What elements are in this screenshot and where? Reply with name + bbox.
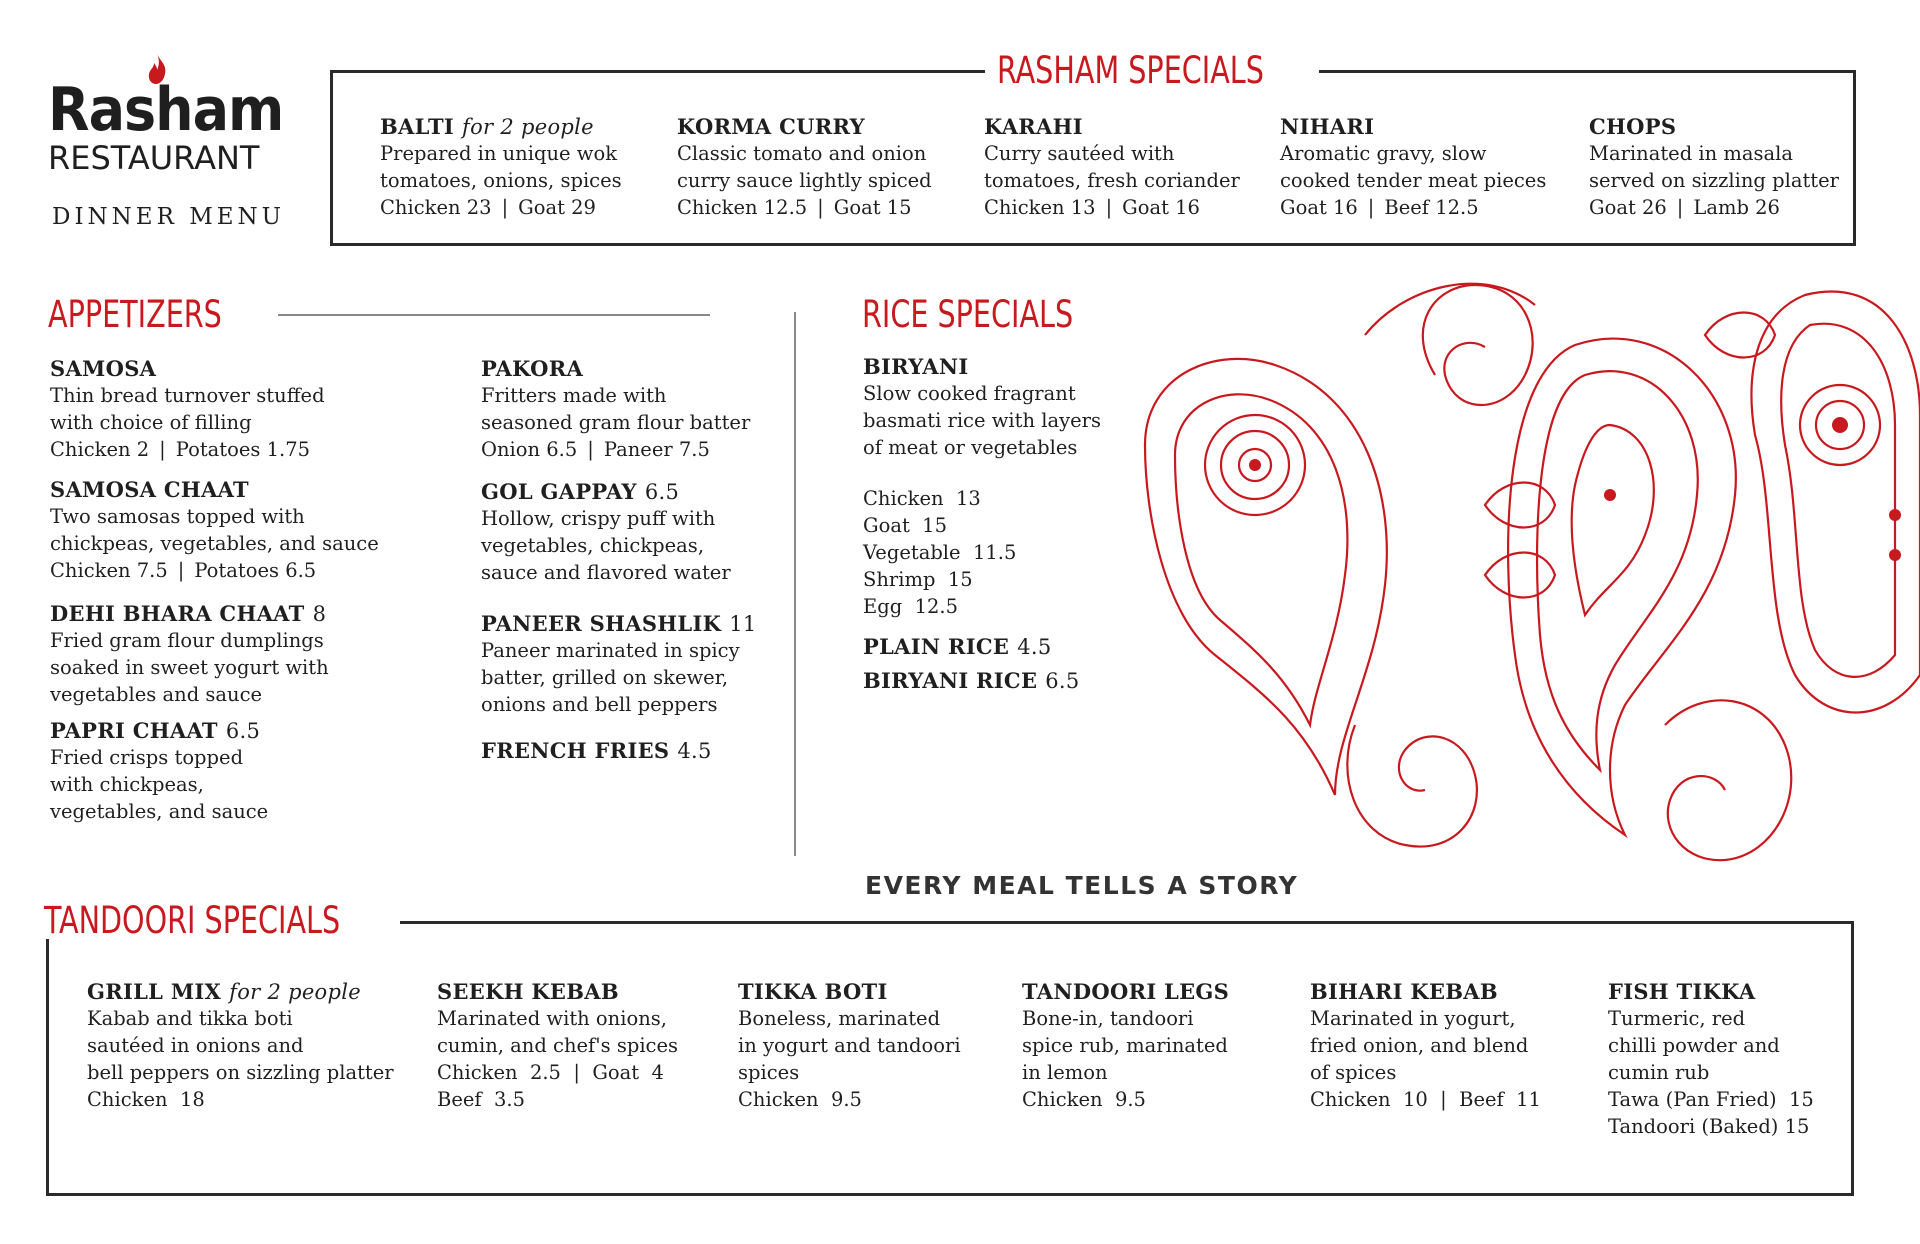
tandoori-item <box>437 979 767 1113</box>
item-desc-line: vegetables and sauce <box>50 683 263 706</box>
price-option: Onion 6.5 <box>481 438 578 461</box>
item-prices: Chicken 2.5 | Goat 4 <box>437 1061 664 1084</box>
price-option: Potatoes 6.5 <box>194 559 317 582</box>
item-name-text: NIHARI <box>1280 114 1375 139</box>
item-name-text: TANDOORI LEGS <box>1022 979 1230 1004</box>
item-desc-line: Thin bread turnover stuffed <box>50 384 325 407</box>
item-price: 8 <box>312 602 327 626</box>
item-desc-line: chickpeas, vegetables, and sauce <box>50 532 379 555</box>
item-desc-line: fried onion, and blend <box>1310 1034 1529 1057</box>
menu-item <box>50 601 420 708</box>
price-option: Chicken 13 <box>984 196 1096 219</box>
item-desc-line: batter, grilled on skewer, <box>481 666 729 689</box>
item-desc-line: Kabab and tikka boti <box>87 1007 293 1030</box>
price-option: Chicken 2 <box>50 438 150 461</box>
price-separator: | <box>1105 196 1113 219</box>
tagline: EVERY MEAL TELLS A STORY <box>865 871 1299 900</box>
item-desc-line: vegetables, chickpeas, <box>481 534 705 557</box>
item-prices <box>677 194 967 221</box>
logo <box>48 52 288 242</box>
menu-item <box>481 611 781 718</box>
item-desc-line: Paneer marinated in spicy <box>481 639 740 662</box>
item-desc-line: with choice of filling <box>50 411 252 434</box>
price-option: Chicken 7.5 <box>50 559 168 582</box>
price-option: Goat 15 <box>833 196 912 219</box>
appetizers-left-column <box>50 356 420 825</box>
item-desc-line: of spices <box>1310 1061 1397 1084</box>
item-name <box>1589 114 1879 140</box>
item-desc-line: Curry sautéed with <box>984 142 1175 165</box>
price-option: Egg 12.5 <box>863 595 959 618</box>
special-item <box>677 114 967 221</box>
item-name-text: PAKORA <box>481 356 584 381</box>
item-prices: Chicken 9.5 <box>1022 1088 1146 1111</box>
item-desc-line: soaked in sweet yogurt with <box>50 656 329 679</box>
item-name-text: PANEER SHASHLIK <box>481 611 722 636</box>
item-desc-line: onions and bell peppers <box>481 693 718 716</box>
item-prices: Tawa (Pan Fried) 15 <box>1608 1088 1814 1111</box>
item-desc-line: with chickpeas, <box>50 773 204 796</box>
item-prices <box>50 557 420 584</box>
item-desc-line: Fried crisps topped <box>50 746 244 769</box>
special-item <box>380 114 670 221</box>
item-desc-line: bell peppers on sizzling platter <box>87 1061 394 1084</box>
item-name <box>481 738 781 764</box>
appetizers-right-column <box>481 356 781 764</box>
item-name <box>677 114 967 140</box>
item-desc-line: in yogurt and tandoori <box>738 1034 961 1057</box>
menu-item <box>481 356 781 463</box>
tandoori-item <box>1608 979 1920 1140</box>
price-separator: | <box>817 196 824 219</box>
item-desc-line: Classic tomato and onion <box>677 142 927 165</box>
item-name-text: FRENCH FRIES <box>481 738 670 763</box>
price-option: Goat 16 <box>1280 196 1358 219</box>
item-name <box>1022 979 1352 1005</box>
price-option: Lamb 26 <box>1693 196 1780 219</box>
price-option: Vegetable 11.5 <box>863 541 1017 564</box>
item-prices <box>1589 194 1879 221</box>
item-name-text: DEHI BHARA CHAAT <box>50 601 305 626</box>
item-desc-line: seasoned gram flour batter <box>481 411 751 434</box>
item-name <box>87 979 417 1005</box>
menu-item <box>50 718 420 825</box>
menu-label: DINNER MENU <box>52 204 286 230</box>
rasham-specials-title-wrap <box>985 49 1319 92</box>
appetizers-title: APPETIZERS <box>48 293 222 336</box>
price-option: Beef 12.5 <box>1384 196 1479 219</box>
price-option: Goat 15 <box>863 514 947 537</box>
appetizers-rule <box>278 314 710 316</box>
item-name <box>437 979 767 1005</box>
item-name-text: PLAIN RICE <box>863 634 1010 659</box>
item-desc-line: Hollow, crispy puff with <box>481 507 716 530</box>
menu-item <box>50 477 420 584</box>
item-name-text: BALTI <box>380 114 455 139</box>
price-option: Chicken 12.5 <box>677 196 808 219</box>
menu-item <box>50 356 420 463</box>
price-option: Goat 16 <box>1122 196 1200 219</box>
tandoori-specials-title: TANDOORI SPECIALS <box>44 899 341 942</box>
item-name-text: CHOPS <box>1589 114 1677 139</box>
item-name <box>50 477 420 503</box>
item-prices <box>481 436 781 463</box>
item-note: for 2 people <box>229 980 361 1004</box>
item-prices: Chicken 10 | Beef 11 <box>1310 1088 1541 1111</box>
item-name-text: SAMOSA <box>50 356 157 381</box>
item-name-text: BIHARI KEBAB <box>1310 979 1498 1004</box>
item-name <box>380 114 670 140</box>
special-item <box>984 114 1274 221</box>
item-prices: Tandoori (Baked) 15 <box>1608 1115 1810 1138</box>
item-name <box>1608 979 1920 1005</box>
price-option: Chicken 13 <box>863 487 981 510</box>
item-name <box>481 611 781 637</box>
item-prices <box>984 194 1274 221</box>
item-name-text: GOL GAPPAY <box>481 479 637 504</box>
item-desc-line: Marinated in masala <box>1589 142 1793 165</box>
item-desc-line: spices <box>738 1061 800 1084</box>
price-option: Goat 26 <box>1589 196 1667 219</box>
item-desc-line: of meat or vegetables <box>863 436 1078 459</box>
item-desc-line: Boneless, marinated <box>738 1007 941 1030</box>
tandoori-item <box>1022 979 1352 1113</box>
item-prices <box>50 436 420 463</box>
price-separator: | <box>501 196 509 219</box>
item-price: 11 <box>729 612 757 636</box>
item-price: 6.5 <box>225 719 261 743</box>
item-name <box>481 356 781 382</box>
price-separator: | <box>1676 196 1684 219</box>
price-separator: | <box>159 438 166 461</box>
item-name <box>50 356 420 382</box>
item-desc-line: sauce and flavored water <box>481 561 731 584</box>
item-name-text: FISH TIKKA <box>1608 979 1756 1004</box>
item-name <box>984 114 1274 140</box>
item-name-text: KORMA CURRY <box>677 114 865 139</box>
special-item <box>1589 114 1879 221</box>
item-desc-line: Fritters made with <box>481 384 667 407</box>
item-desc-line: Turmeric, red <box>1608 1007 1746 1030</box>
item-prices: Chicken 9.5 <box>738 1088 862 1111</box>
item-price: 6.5 <box>644 480 680 504</box>
item-price: 6.5 <box>1045 669 1080 693</box>
item-prices: Beef 3.5 <box>437 1088 526 1111</box>
item-desc-line: Two samosas topped with <box>50 505 305 528</box>
item-prices: Chicken 18 <box>87 1088 205 1111</box>
item-name <box>50 718 420 744</box>
item-name <box>1310 979 1640 1005</box>
item-desc-line: Prepared in unique wok <box>380 142 618 165</box>
item-desc-line: served on sizzling platter <box>1589 169 1839 192</box>
item-desc-line: Aromatic gravy, slow <box>1280 142 1487 165</box>
price-option: Paneer 7.5 <box>603 438 710 461</box>
item-name <box>481 479 781 505</box>
price-separator: | <box>1367 196 1375 219</box>
item-desc-line: sautéed in onions and <box>87 1034 304 1057</box>
item-name-text: SAMOSA CHAAT <box>50 477 249 502</box>
tandoori-item <box>738 979 1068 1113</box>
item-name-text: GRILL MIX <box>87 979 222 1004</box>
item-price: 4.5 <box>1017 635 1052 659</box>
brand-subtitle: RESTAURANT <box>48 139 260 177</box>
item-name-text: PAPRI CHAAT <box>50 718 218 743</box>
menu-item <box>481 738 781 764</box>
price-option: Shrimp 15 <box>863 568 973 591</box>
item-desc-line: vegetables, and sauce <box>50 800 269 823</box>
item-price: 4.5 <box>677 739 712 763</box>
item-name-text: SEEKH KEBAB <box>437 979 619 1004</box>
item-desc-line: in lemon <box>1022 1061 1108 1084</box>
price-separator: | <box>587 438 594 461</box>
item-desc-line: basmati rice with layers <box>863 409 1101 432</box>
item-name <box>738 979 1068 1005</box>
item-name <box>50 601 420 627</box>
special-item <box>1280 114 1570 221</box>
item-desc-line: Fried gram flour dumplings <box>50 629 324 652</box>
item-prices <box>1280 194 1570 221</box>
item-name-text: BIRYANI RICE <box>863 668 1038 693</box>
item-desc-line: cumin, and chef's spices <box>437 1034 679 1057</box>
item-desc-line: Bone-in, tandoori <box>1022 1007 1194 1030</box>
item-desc-line: cooked tender meat pieces <box>1280 169 1547 192</box>
item-desc-line: curry sauce lightly spiced <box>677 169 932 192</box>
price-option: Chicken 23 <box>380 196 492 219</box>
brand-name-text: Rasham <box>48 75 284 145</box>
item-name-text: KARAHI <box>984 114 1083 139</box>
paisley-illustration <box>1105 255 1920 880</box>
tandoori-specials-title-wrap <box>36 899 400 942</box>
item-prices <box>380 194 670 221</box>
item-desc-line: Marinated in yogurt, <box>1310 1007 1516 1030</box>
item-name-text: BIRYANI <box>863 354 969 379</box>
tandoori-item <box>87 979 417 1113</box>
brand-name <box>48 75 284 145</box>
item-desc-line: spice rub, marinated <box>1022 1034 1228 1057</box>
rasham-specials-title: RASHAM SPECIALS <box>997 49 1264 92</box>
column-divider <box>794 312 796 856</box>
price-separator: | <box>177 559 185 582</box>
item-desc-line: chilli powder and <box>1608 1034 1780 1057</box>
tandoori-item <box>1310 979 1640 1113</box>
menu-item <box>481 479 781 586</box>
price-option: Potatoes 1.75 <box>175 438 311 461</box>
item-note: for 2 people <box>462 115 594 139</box>
item-name <box>1280 114 1570 140</box>
rice-specials-title: RICE SPECIALS <box>862 293 1074 336</box>
item-desc-line: cumin rub <box>1608 1061 1710 1084</box>
item-name-text: TIKKA BOTI <box>738 979 888 1004</box>
item-desc-line: tomatoes, onions, spices <box>380 169 622 192</box>
item-desc-line: Marinated with onions, <box>437 1007 667 1030</box>
item-desc-line: tomatoes, fresh coriander <box>984 169 1240 192</box>
price-option: Goat 29 <box>518 196 596 219</box>
item-desc-line: Slow cooked fragrant <box>863 382 1076 405</box>
